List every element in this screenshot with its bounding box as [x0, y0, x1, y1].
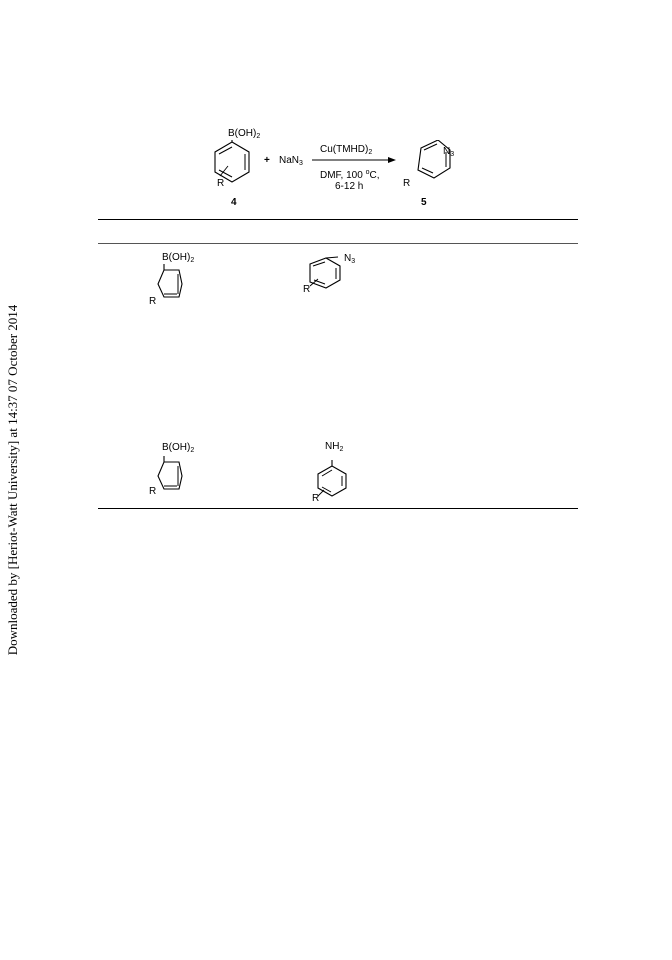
product-substituent: R [303, 284, 311, 295]
reactant-substituent: R [217, 178, 225, 189]
plus-sign: + [264, 155, 270, 166]
product-group: $NH_2$ [325, 441, 344, 453]
reaction-arrow-icon [312, 155, 396, 165]
table-top-rule [98, 219, 578, 220]
reactant-substituent: R [149, 296, 157, 307]
table-bottom-rule [98, 508, 578, 509]
reactant-group: $B(OH)_2$ [162, 252, 195, 264]
product-group: $N_3$ [443, 146, 455, 158]
catalyst: $Cu(TMHD)_2$ [320, 144, 373, 156]
product-label: 5 [421, 197, 427, 208]
reactant-group: $B(OH)_2$ [162, 442, 195, 454]
download-watermark: Downloaded by [Heriot-Watt University] at 14:37 07 October 2014 [5, 304, 20, 656]
reactant-substituent: R [149, 486, 157, 497]
product-substituent: R [403, 178, 411, 189]
reactant-group: $B(OH)_2$ [228, 128, 261, 140]
table-header-rule [98, 243, 578, 244]
reagent: NaN$_3$ [279, 155, 303, 167]
conditions-line1: DMF, 100 $^o$C, [320, 169, 380, 181]
product-group: $N_3$ [344, 253, 356, 265]
conditions-line2: 6-12 h [335, 181, 364, 192]
product-substituent: R [312, 493, 320, 504]
reactant-label: 4 [231, 197, 237, 208]
